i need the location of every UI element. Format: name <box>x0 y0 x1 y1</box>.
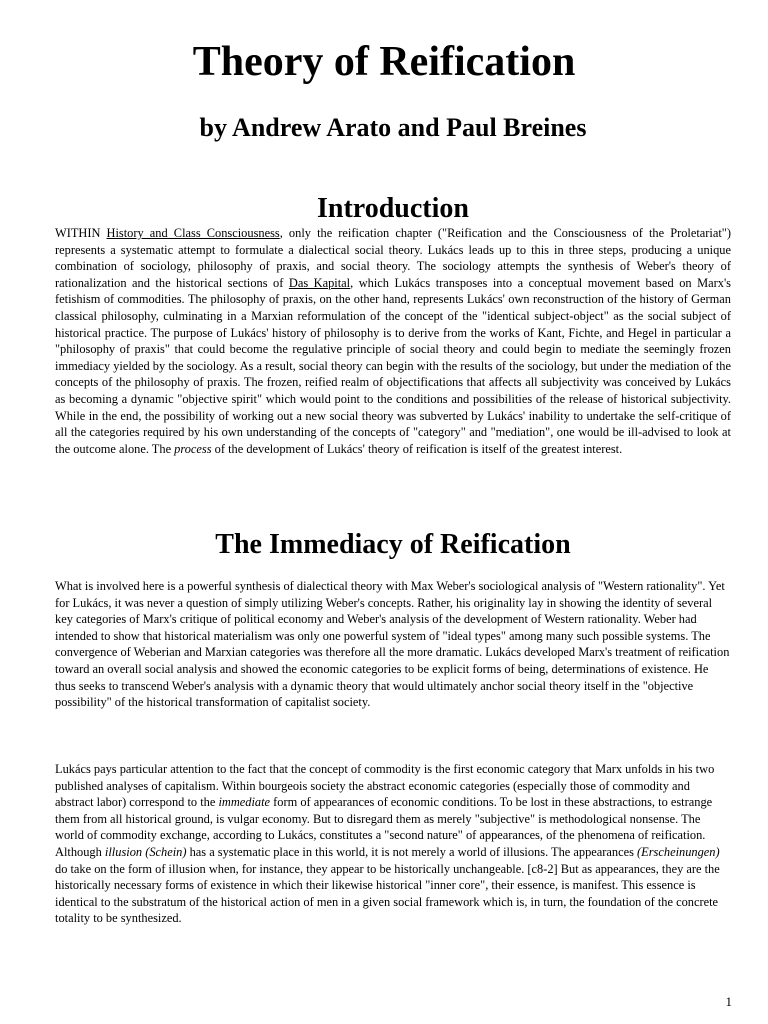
emphasis-erscheinungen: (Erscheinungen) <box>637 844 720 859</box>
page-number: 1 <box>725 994 732 1009</box>
emphasis-process: process <box>174 441 212 456</box>
text-run: form of appearances of economic conditions. To be lost in these abstractions, to estrange them from all historical ground, is vulgar economy. But to disregard them as merely "subjective" is methodological nonsense. The world of commodity exchange, according to Lukács, constitutes a "second nature" of appearances, of the phenomena of reification. Although <box>55 795 713 859</box>
document-title: Theory of Reification <box>192 39 576 85</box>
immediacy-paragraph-2 <box>55 761 731 927</box>
section-heading-introduction: Introduction <box>317 193 469 224</box>
text-run: of the development of Lukács' theory of reification is itself of the greatest interest. <box>211 441 623 456</box>
text-run: has a systematic place in this world, it is not merely a world of illusions. The appearances <box>186 844 638 859</box>
introduction-paragraph <box>55 225 731 457</box>
text-run: Lukács pays particular attention to the fact that the concept of commodity is the first economic category that Marx unfolds in his two published analyses of capitalism. Within bourgeois society the abstract economic categories (especially those of commodity and abstract labor) correspond to the <box>55 762 715 810</box>
text-run: , which Lukács transposes into a conceptual movement based on Marx's fetishism of commodities. The philosophy of praxis, on the other hand, represents Lukács' own reconstruction of the history of German classical philosophy, culminating in a Marxian reformulation of the concept of the "identical subject-object" as the social subject of historical practice. The purpose of Lukács' history of philosophy is to derive from the works of Kant, Fichte, and Hegel in particular a "philosophy of praxis" that could become the regulative principle of social theory and could begin to mediate the seemingly frozen immediacy yielded by the sociology. As a result, social theory can begin with the results of the sociology, but under the mediation of the concepts of the philosophy of praxis. The frozen, reified realm of objectifications that affects all subjectivity was conceived by Lukács as becoming a dynamic "objective spirit" which would point to the conditions and possibilities of the release of historical subjectivity. While in the end, the possibility of working out a new social theory was subverted by Lukács' inability to undertake the self-critique of all the categories required by his own understanding of the concepts of "category" and "mediation", one would be ill-advised to look at the outcome alone. The <box>55 275 731 456</box>
das-kapital-link[interactable]: Das Kapital <box>288 275 351 290</box>
section-heading-immediacy: The Immediacy of Reification <box>215 529 571 560</box>
text-run: , only the reification chapter ("Reification and the Consciousness of the Proletariat") represents a systematic attempt to formulate a dialectical social theory. Lukács leads up to this in three steps, producing a unique combination of sociology, philosophy of praxis, and social theory. The sociology attempts the synthesis of Weber's theory of rationalization and the historical sections of <box>55 226 731 290</box>
history-class-consciousness-link[interactable]: History and Class Consciousness <box>106 226 280 240</box>
emphasis-illusion: illusion (Schein) <box>104 844 187 859</box>
text-run: do take on the form of illusion when, for instance, they appear to be historically unchangeable. [c8-2] But as appearances, they are the historically necessary forms of existence in which their likewise historical "inner core", their essence, is manifest. This essence is identical to the substratum of the historical action of men in a given social framework which is, in turn, the foundation of the concrete totality to be synthesized. <box>55 861 720 926</box>
text-run: WITHIN <box>55 226 107 240</box>
emphasis-immediate: immediate <box>218 795 271 810</box>
immediacy-paragraph-1: What is involved here is a powerful synthesis of dialectical theory with Max Weber's sociological analysis of "Western rationality". Yet for Lukács, it was never a question of simply utilizing Weber's concepts. Rather, his originality lay in showing the identity of several key categories of Marx's critique of political economy and Weber's analysis of the development of Western rationality. Weber had intended to show that historical materialism was only one powerful system of "ideal types" among many such possible systems. The convergence of Weberian and Marxian categories was therefore all the more dramatic. Lukács developed Marx's treatment of reification toward an overall social analysis and showed the economic categories to be explicit forms of being, determinations of existence. He thus seeks to transcend Weber's analysis with a dynamic theory that would ultimately anchor social theory itself in the "objective possibility" of the historical transformation of capitalist society. <box>55 579 730 710</box>
document-byline: by Andrew Arato and Paul Breines <box>199 113 587 142</box>
